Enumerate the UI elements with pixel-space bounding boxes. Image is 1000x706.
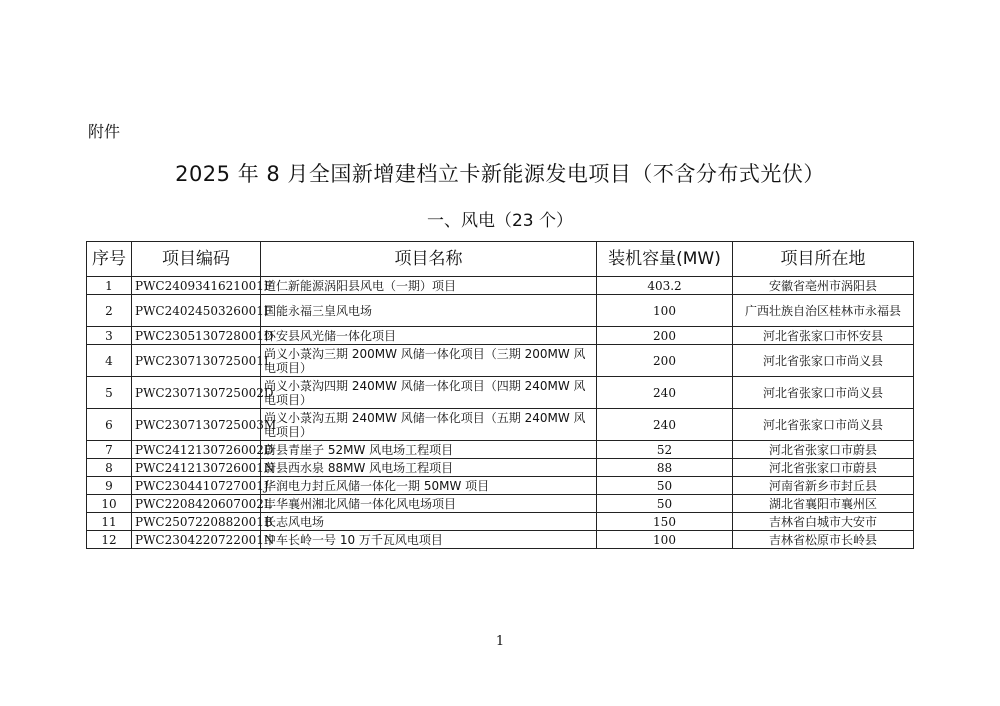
cell-capacity: 200 [597, 345, 733, 377]
cell-name: 长志风电场 [261, 513, 597, 531]
cell-capacity: 50 [597, 495, 733, 513]
cell-index: 7 [87, 441, 132, 459]
cell-location: 河北省张家口市蔚县 [733, 459, 914, 477]
table-row [87, 513, 914, 531]
cell-capacity: 403.2 [597, 277, 733, 295]
cell-location: 吉林省松原市长岭县 [733, 531, 914, 549]
cell-name: 丰华襄州湘北风储一体化风电场项目 [261, 495, 597, 513]
cell-name: 尚义小菉沟五期 240MW 风储一体化项目（五期 240MW 风电项目） [261, 409, 597, 441]
cell-code: PWC2304220722001N [132, 531, 261, 549]
cell-location: 广西壮族自治区桂林市永福县 [733, 295, 914, 327]
cell-capacity: 240 [597, 409, 733, 441]
table-row [87, 295, 914, 327]
header-code: 项目编码 [132, 242, 261, 277]
table-row [87, 409, 914, 441]
attachment-label: 附件 [88, 122, 121, 141]
cell-index: 8 [87, 459, 132, 477]
cell-name: 尚义小菉沟三期 200MW 风储一体化项目（三期 200MW 风电项目） [261, 345, 597, 377]
cell-name: 蔚县西水泉 88MW 风电场工程项目 [261, 459, 597, 477]
header-index: 序号 [87, 242, 132, 277]
cell-code: PWC2412130726001N [132, 459, 261, 477]
header-capacity: 装机容量(MW) [597, 242, 733, 277]
cell-code: PWC2402450326001F [132, 295, 261, 327]
cell-location: 河北省张家口市尚义县 [733, 345, 914, 377]
table-row [87, 377, 914, 409]
page-number: 1 [495, 634, 505, 649]
section-heading: 一、风电（23 个） [426, 211, 574, 231]
cell-code: PWC2208420607002L [132, 495, 261, 513]
cell-index: 6 [87, 409, 132, 441]
cell-location: 吉林省白城市大安市 [733, 513, 914, 531]
header-location: 项目所在地 [733, 242, 914, 277]
cell-code: PWC2304410727001J [132, 477, 261, 495]
cell-index: 11 [87, 513, 132, 531]
cell-code: PWC2307130725001I [132, 345, 261, 377]
cell-code: PWC2507220882001B [132, 513, 261, 531]
cell-code: PWC2305130728001D [132, 327, 261, 345]
cell-code: PWC2307130725002D [132, 377, 261, 409]
table-row [87, 531, 914, 549]
table-row [87, 345, 914, 377]
cell-name: 蔚县青崖子 52MW 风电场工程项目 [261, 441, 597, 459]
header-name: 项目名称 [261, 242, 597, 277]
cell-location: 河北省张家口市怀安县 [733, 327, 914, 345]
cell-capacity: 88 [597, 459, 733, 477]
table-row [87, 459, 914, 477]
cell-capacity: 50 [597, 477, 733, 495]
table-row [87, 277, 914, 295]
cell-location: 河北省张家口市尚义县 [733, 409, 914, 441]
table-row [87, 477, 914, 495]
cell-name: 怀安县风光储一体化项目 [261, 327, 597, 345]
cell-capacity: 100 [597, 295, 733, 327]
cell-index: 4 [87, 345, 132, 377]
cell-code: PWC2412130726002D [132, 441, 261, 459]
cell-index: 3 [87, 327, 132, 345]
cell-capacity: 150 [597, 513, 733, 531]
cell-capacity: 100 [597, 531, 733, 549]
cell-index: 9 [87, 477, 132, 495]
cell-location: 河北省张家口市尚义县 [733, 377, 914, 409]
cell-name: 尚义小菉沟四期 240MW 风储一体化项目（四期 240MW 风电项目） [261, 377, 597, 409]
table-row [87, 495, 914, 513]
cell-location: 湖北省襄阳市襄州区 [733, 495, 914, 513]
cell-capacity: 52 [597, 441, 733, 459]
cell-index: 5 [87, 377, 132, 409]
cell-name: 中车长岭一号 10 万千瓦风电项目 [261, 531, 597, 549]
cell-name: 华润电力封丘风储一体化一期 50MW 项目 [261, 477, 597, 495]
cell-location: 河北省张家口市蔚县 [733, 441, 914, 459]
cell-code: PWC2307130725003M [132, 409, 261, 441]
cell-index: 2 [87, 295, 132, 327]
cell-name: 国能永福三皇风电场 [261, 295, 597, 327]
cell-name: 道仁新能源涡阳县风电（一期）项目 [261, 277, 597, 295]
cell-index: 10 [87, 495, 132, 513]
project-table [86, 241, 914, 549]
table-header-row [87, 242, 914, 277]
cell-index: 12 [87, 531, 132, 549]
cell-location: 安徽省亳州市涡阳县 [733, 277, 914, 295]
table-row [87, 441, 914, 459]
cell-code: PWC2409341621001F [132, 277, 261, 295]
cell-index: 1 [87, 277, 132, 295]
document-title: 2025 年 8 月全国新增建档立卡新能源发电项目（不含分布式光伏） [175, 162, 825, 186]
cell-capacity: 200 [597, 327, 733, 345]
cell-capacity: 240 [597, 377, 733, 409]
table-row [87, 327, 914, 345]
cell-location: 河南省新乡市封丘县 [733, 477, 914, 495]
